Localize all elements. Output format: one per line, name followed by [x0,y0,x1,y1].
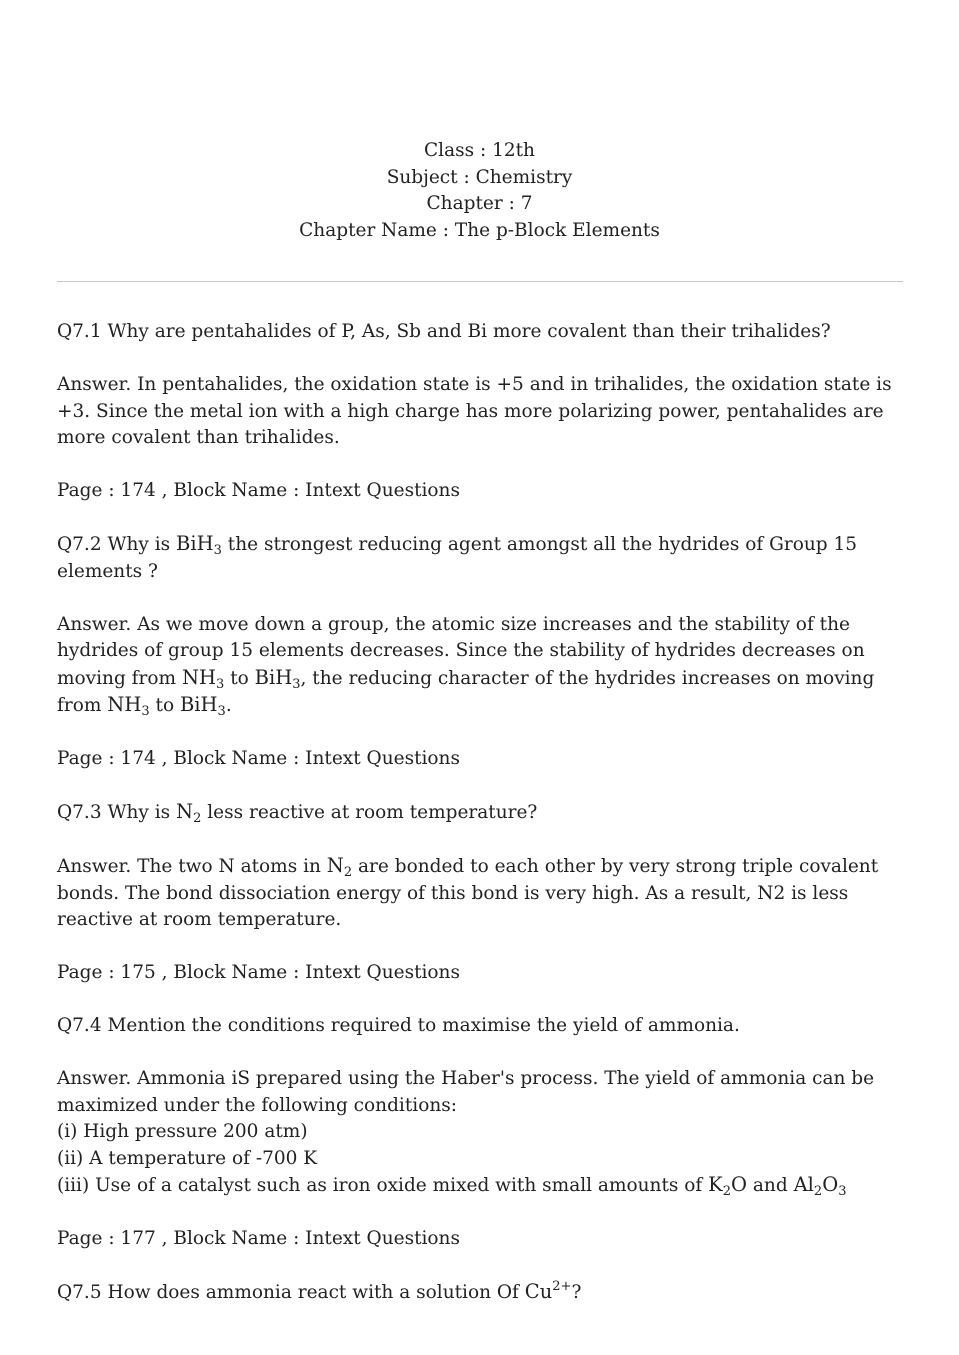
answer-7-1: Answer. In pentahalides, the oxidation state is +5 and in trihalides, the oxidation state is +3. Since the metal ion with a high charge has more polarizing power, pentahalides are more covalent than trihalides. [57,374,892,448]
condition-item: (ii) A temperature of -700 K [57,1147,318,1169]
formula-cu2plus: $Cu^{2+}$ [524,1279,572,1303]
page-ref-7-1: Page : 174 , Block Name : Intext Questions [57,480,460,501]
condition-item: (i) High pressure 200 atm) [57,1121,308,1142]
formula-bih3: BiH$_3$ [176,532,222,558]
questions-content [57,319,907,1333]
answer-7-2: Answer. As we move down a group, the atomic size increases and the stability of the hydrides of group 15 elements decreases. Since the stability of hydrides decreases on moving from $NH_3$ to BiH$_3$, the reducing character of the hydrides increases on moving from $NH_3$ to BiH$_3$. [57,613,875,719]
chapter-name-line: Chapter Name : The p-Block Elements [299,219,660,241]
condition-item: (iii) Use of a catalyst such as iron oxide mixed with small amounts of $K_2O$ and $Al_2O_3$ [57,1173,847,1199]
question-7-4: Q7.4 Mention the conditions required to maximise the yield of ammonia. [57,1015,740,1036]
class-line: Class : 12th [424,140,535,161]
answer-7-4 [57,1066,907,1200]
question-7-2: Q7.2 Why is BiH$_3$ the strongest reducing agent amongst all the hydrides of Group 15 elements ? [57,532,858,582]
subject-line: Subject : Chemistry [386,166,573,188]
formula-nh3: $NH_3$ [181,665,225,692]
chapter-line: Chapter : 7 [426,193,533,214]
formula-bih3: BiH$_3$ [254,665,301,692]
document-header [0,138,959,244]
formula-nh3: $NH_3$ [107,693,150,719]
page-ref-7-4: Page : 177 , Block Name : Intext Questions [57,1228,460,1249]
question-7-3: Q7.3 Why is $N_2$ less reactive at room temperature? [57,800,538,826]
formula-n2: $N_2$ [176,800,202,826]
formula-n2: $N_2$ [326,854,353,880]
formula-bih3: BiH$_3$ [179,693,226,719]
formula-k2o: $K_2O$ [708,1173,748,1199]
question-7-1: Q7.1 Why are pentahalides of P, As, Sb and Bi more covalent than their trihalides? [57,321,831,342]
answer-7-3: Answer. The two N atoms in $N_2$ are bonded to each other by very strong triple covalent bonds. The bond dissociation energy of this bond is very high. As a result, N2 is less reactive at room temperature. [57,854,879,930]
formula-al2o3: $Al_2O_3$ [793,1173,847,1199]
page-ref-7-3: Page : 175 , Block Name : Intext Questions [57,962,460,983]
page-ref-7-2: Page : 174 , Block Name : Intext Questions [57,748,460,769]
answer-7-4-intro: Answer. Ammonia iS prepared using the Haber's process. The yield of ammonia can be maximized under the following conditions: [57,1068,875,1116]
question-7-5: Q7.5 How does ammonia react with a solution Of $Cu^{2+}$? [57,1279,582,1303]
header-divider [57,281,903,282]
